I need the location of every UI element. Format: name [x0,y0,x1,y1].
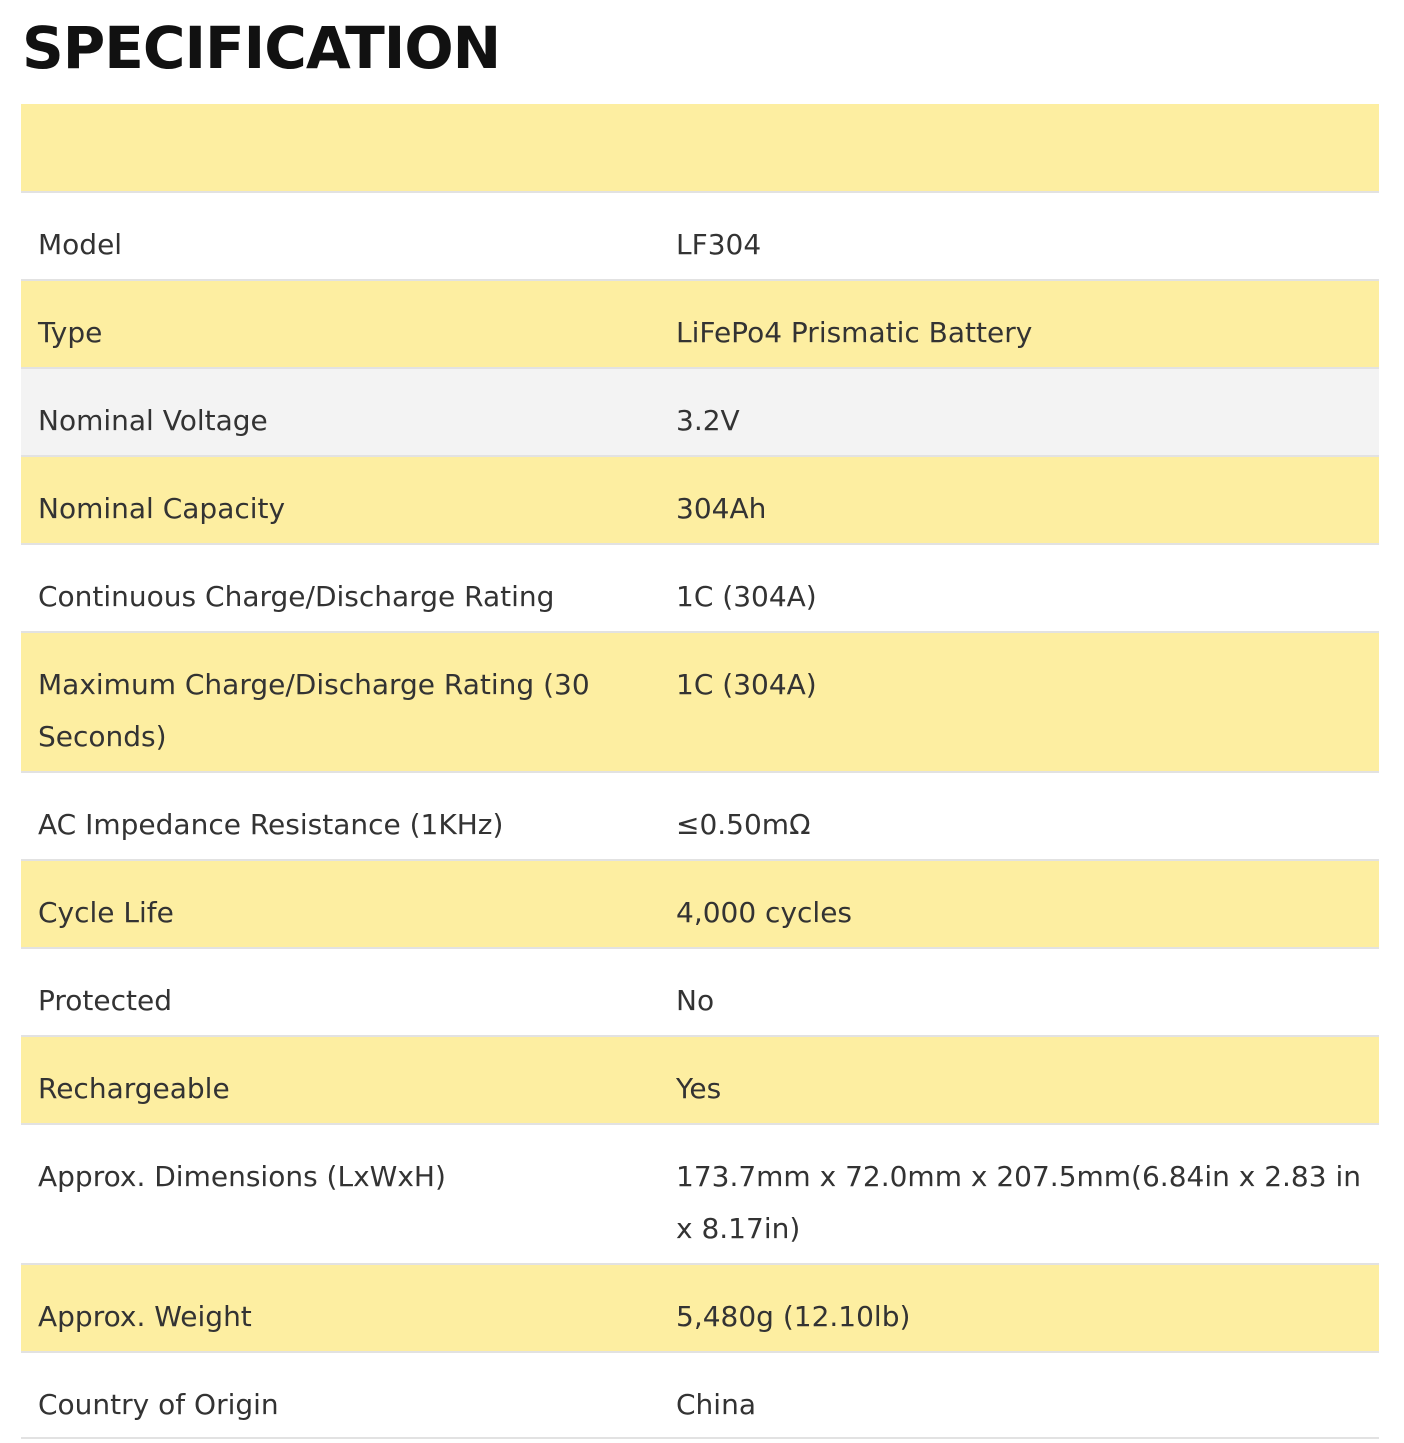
table-row [21,860,1379,948]
spec-label: Approx. Dimensions (LxWxH) [38,1160,446,1193]
table-row [21,456,1379,544]
spec-label: Nominal Voltage [38,404,268,437]
spec-label: Maximum Charge/Discharge Rating (30 Seconds) [38,668,590,753]
header-cell [659,104,1379,192]
table-row [21,192,1379,280]
table-row [21,1124,1379,1264]
spec-label: Protected [38,984,172,1017]
spec-value: 1C (304A) [676,668,817,701]
spec-value: No [676,984,715,1017]
table-row [21,1352,1379,1438]
header-cell [21,104,659,192]
spec-label: AC Impedance Resistance (1KHz) [38,808,504,841]
spec-label: Continuous Charge/Discharge Rating [38,580,555,613]
spec-value: 3.2V [676,404,740,437]
table-header-row [21,104,1379,192]
spec-label: Country of Origin [38,1388,279,1421]
table-row [21,544,1379,632]
spec-label: Approx. Weight [38,1300,252,1333]
table-row [21,772,1379,860]
spec-value: 4,000 cycles [676,896,853,929]
table-row [21,280,1379,368]
table-row [21,368,1379,456]
specification-table [21,104,1379,1439]
spec-label: Cycle Life [38,896,174,929]
spec-value: 5,480g (12.10lb) [676,1300,911,1333]
table-row [21,1264,1379,1352]
spec-value: 173.7mm x 72.0mm x 207.5mm(6.84in x 2.83 in x 8.17in) [676,1160,1361,1245]
table-row [21,632,1379,772]
spec-label: Nominal Capacity [38,492,286,525]
spec-value: Yes [676,1072,722,1105]
spec-value: 304Ah [676,492,767,525]
spec-value: LiFePo4 Prismatic Battery [676,316,1033,349]
table-row [21,1036,1379,1124]
spec-label: Model [38,228,123,261]
spec-value: 1C (304A) [676,580,817,613]
table-row [21,948,1379,1036]
spec-value: ≤0.50mΩ [676,808,811,841]
spec-value: China [676,1388,756,1421]
spec-label: Type [38,316,103,349]
page-title: SPECIFICATION [22,14,501,82]
spec-label: Rechargeable [38,1072,230,1105]
spec-value: LF304 [676,228,762,261]
